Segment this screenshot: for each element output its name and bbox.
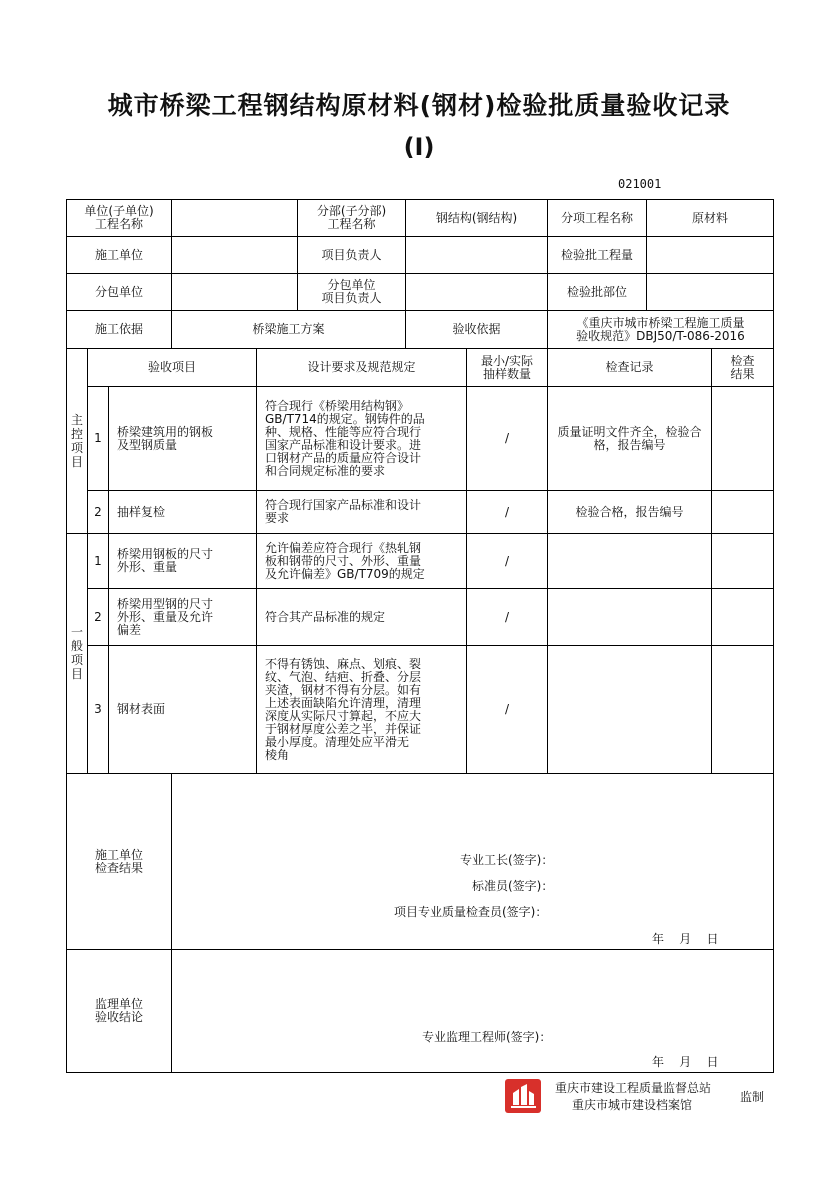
part-value[interactable]: 钢结构(钢结构) [435,210,518,225]
main-row-1-requirement: 符合现行《桥梁用结构钢》 GB/T714的规定。钢铸件的品 种、规格、性能等应符合现行 国家产品标准和设计要求。进 口钢材产品的质量应符合设计 和合同规定标准的要求 [265,398,425,478]
logo-icon [505,1079,541,1113]
inspector-signature-label[interactable]: 项目专业质量检查员(签字)： [394,905,548,919]
supervision-label: 监理单位 验收结论 [94,997,143,1024]
col-item-header: 验收项目 [147,360,196,374]
supervision-engineer-signature-label[interactable]: 专业监理工程师(签字)： [422,1030,552,1044]
col-result-header: 检查 结果 [730,353,755,381]
general-row-2-item: 桥梁用型钢的尺寸 外形、重量及允许 偏差 [117,596,214,637]
general-row-3-sample[interactable]: / [504,702,510,716]
batch-location-label: 检验批部位 [566,284,627,299]
main-row-1-no: 1 [94,431,102,445]
unit-name-label: 单位(子单位) 工程名称 [84,204,154,231]
basis-value[interactable]: 桥梁施工方案 [252,322,325,336]
batch-quantity-value[interactable] [647,237,773,273]
batch-location-value[interactable] [647,274,773,310]
unit-name-value[interactable] [172,200,297,236]
subcontract-label: 分包单位 [94,284,143,299]
general-row-3-requirement: 不得有锈蚀、麻点、划痕、裂 纹、气泡、结疤、折叠、分层 夹渣，钢材不得有分层。如有 上述表面缺陷允许清理，清理 深度从实际尺寸算起，不应大 于钢材厚度公差之半，并保证 最小厚度。清理处应平滑无 棱角 [265,656,422,762]
general-row-3-item: 钢材表面 [117,702,166,716]
document-subtitle: (Ⅰ) [403,133,435,161]
general-row-3-no: 3 [94,702,102,716]
general-row-2-requirement: 符合其产品标准的规定 [265,609,386,624]
main-row-1-result[interactable] [712,387,773,490]
main-group-label: 主 控 项 目 [70,413,83,469]
acceptance-basis-value[interactable]: 《重庆市城市桥梁工程施工质量 验收规范》DBJ50/T-086-2016 [576,315,745,343]
general-row-2-no: 2 [94,609,102,624]
main-row-2-item: 抽样复检 [117,504,166,519]
project-manager-label: 项目负责人 [321,247,382,262]
subcontract-value[interactable] [172,274,297,310]
general-row-2-result[interactable] [712,589,773,645]
form-code: 021001 [618,177,662,191]
subcontract-manager-value[interactable] [406,274,547,310]
main-row-2-requirement: 符合现行国家产品标准和设计 要求 [265,498,422,525]
general-row-1-item: 桥梁用钢板的尺寸 外形、重量 [117,547,214,574]
main-row-2-sample[interactable]: / [504,504,510,519]
general-row-3-record[interactable] [548,646,711,773]
main-row-2-result[interactable] [712,491,773,533]
construction-check-date[interactable]: 年 月 日 [652,932,719,946]
standard-signature-label[interactable]: 标准员(签字)： [472,879,554,893]
part-label: 分部(子分部) 工程名称 [316,204,387,231]
main-row-2-no: 2 [94,504,102,519]
document-title: 城市桥梁工程钢结构原材料(钢材)检验批质量验收记录 [107,91,731,120]
construction-check-label: 施工单位 检查结果 [94,847,143,875]
main-row-1-record[interactable]: 质量证明文件齐全，检验合 格，报告编号 [557,424,702,452]
general-row-3-result[interactable] [712,646,773,773]
main-row-1-sample[interactable]: / [504,431,510,445]
acceptance-basis-label: 验收依据 [452,322,501,336]
col-sample-header: 最小/实际 抽样数量 [480,353,534,381]
general-row-1-sample[interactable]: / [504,553,510,568]
batch-quantity-label: 检验批工程量 [560,247,633,262]
foreman-signature-label[interactable]: 专业工长(签字)： [460,853,554,867]
general-row-1-record[interactable] [548,534,711,588]
construction-unit-value[interactable] [172,237,297,273]
main-row-1-item: 桥梁建筑用的钢板 及型钢质量 [117,424,214,452]
col-record-header: 检查记录 [605,360,654,374]
subitem-label: 分项工程名称 [560,210,633,225]
construction-unit-label: 施工单位 [94,247,143,262]
basis-label: 施工依据 [94,322,143,336]
main-row-2-record[interactable]: 检验合格，报告编号 [575,504,684,519]
general-group-label: 一 般 项 目 [70,625,83,681]
general-row-1-no: 1 [94,553,102,568]
general-row-1-requirement: 允许偏差应符合现行《热轧钢 板和钢带的尺寸、外形、重量 及允许偏差》GB/T709的规定 [265,540,425,581]
footer-made: 监制 [740,1090,765,1104]
footer-org-2: 重庆市城市建设档案馆 [572,1098,693,1112]
col-requirement-header: 设计要求及规范规定 [307,360,416,374]
project-manager-value[interactable] [406,237,547,273]
general-row-2-record[interactable] [548,589,711,645]
footer-org-1: 重庆市建设工程质量监督总站 [555,1081,712,1095]
general-row-2-sample[interactable]: / [504,609,510,624]
general-row-1-result[interactable] [712,534,773,588]
subitem-value[interactable]: 原材料 [691,210,728,225]
subcontract-manager-label: 分包单位 项目负责人 [321,278,382,305]
supervision-date[interactable]: 年 月 日 [652,1055,719,1069]
